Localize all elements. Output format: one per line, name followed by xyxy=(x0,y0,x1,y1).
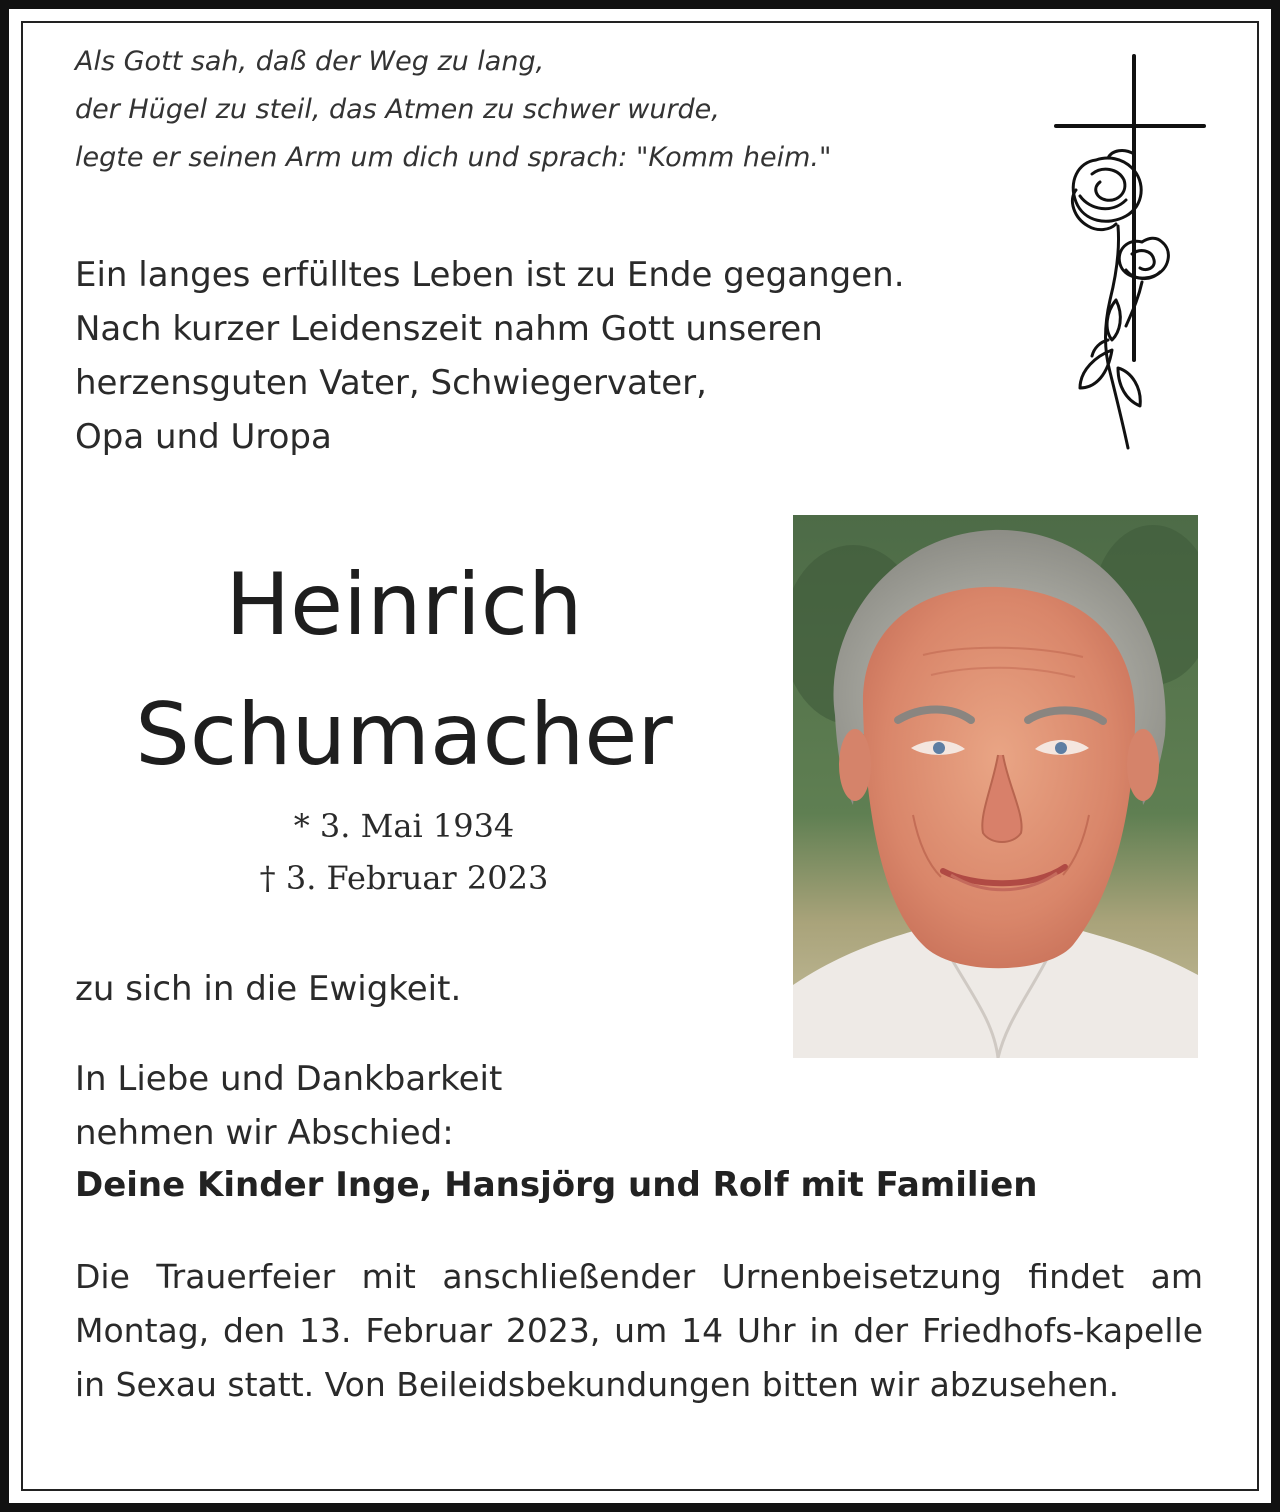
family-signature: Deine Kinder Inge, Hansjörg und Rolf mit Familien xyxy=(75,1165,1038,1205)
cross-with-rose-icon xyxy=(1046,50,1216,460)
poem-line: Als Gott sah, daß der Weg zu lang, xyxy=(75,46,545,77)
deceased-last-name: Schumacher xyxy=(135,685,673,785)
poem-line: legte er seinen Arm um dich und sprach: "Komm heim." xyxy=(75,142,832,173)
poem-line: der Hügel zu steil, das Atmen zu schwer wurde, xyxy=(75,94,720,125)
poem xyxy=(75,38,831,182)
funeral-notice: Die Trauerfeier mit anschließender Urnenbeisetzung findet am Montag, den 13. Februar 2023, um 14 Uhr in der Friedhofs-kapelle in Sexau statt. Von Beileidsbekundungen bitten wir abzusehen. xyxy=(75,1257,1203,1404)
intro-text xyxy=(75,248,905,464)
intro-line: herzensguten Vater, Schwiegervater, xyxy=(75,363,707,403)
intro-line: Ein langes erfülltes Leben ist zu Ende gegangen. xyxy=(75,255,905,295)
intro-line: Opa und Uropa xyxy=(75,417,332,457)
birth-date: * 3. Mai 1934 xyxy=(293,807,515,845)
portrait-photo xyxy=(793,515,1198,1058)
farewell-line: In Liebe und Dankbarkeit xyxy=(75,1059,503,1099)
intro-line: Nach kurzer Leidenszeit nahm Gott unseren xyxy=(75,309,823,349)
deceased-first-name: Heinrich xyxy=(225,555,583,655)
eternity-text: zu sich in die Ewigkeit. xyxy=(75,969,462,1009)
farewell-line: nehmen wir Abschied: xyxy=(75,1113,454,1153)
farewell-text xyxy=(75,1052,502,1160)
death-date: † 3. Februar 2023 xyxy=(259,859,549,897)
